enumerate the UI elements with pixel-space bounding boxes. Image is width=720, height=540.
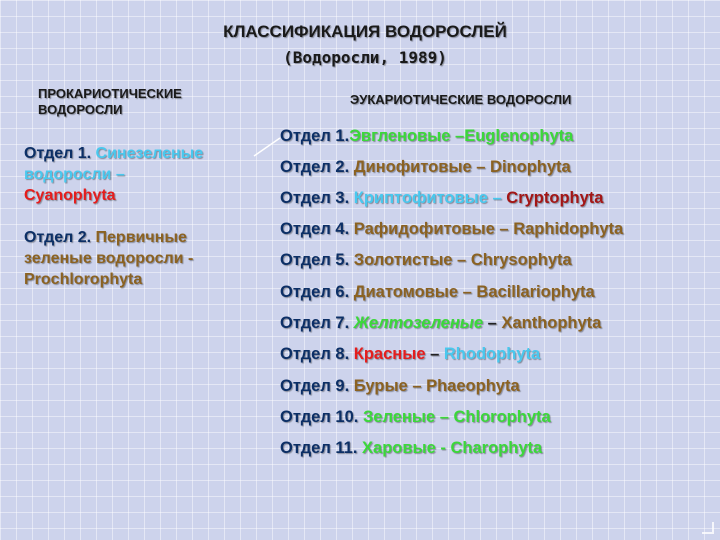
division-name-ru: Рафидофитовые <box>353 220 495 238</box>
division-name-lat: Chlorophyta <box>453 408 551 426</box>
division-name-lat: Raphidophyta <box>513 220 624 238</box>
eukaryotic-division-3 <box>280 189 603 208</box>
division-label: Отдел 9. <box>280 377 350 395</box>
division-name-ru: Золотистые <box>353 251 453 269</box>
division-separator: – <box>407 377 427 395</box>
division-label: Отдел 8. <box>280 345 350 363</box>
division-name-ru: Динофитовые <box>353 158 472 176</box>
prokaryotic-division-2 <box>24 227 193 290</box>
division-name-lat: Cyanophyta <box>24 187 116 204</box>
eukaryotic-division-1 <box>280 127 573 146</box>
division-label: Отдел 2. <box>24 229 92 246</box>
division-name-ru: Первичные <box>95 229 187 246</box>
prokaryotic-heading-line1: ПРОКАРИОТИЧЕСКИЕ <box>38 86 182 101</box>
division-separator: – <box>452 251 471 269</box>
page-subtitle: (Водоросли, 1989) <box>283 48 447 67</box>
division-separator: – <box>425 345 444 363</box>
eukaryotic-division-2 <box>280 158 571 177</box>
division-name-lat: Cryptophyta <box>506 189 604 207</box>
division-label: Отдел 1. <box>24 145 92 162</box>
division-name-lat: Chrysophyta <box>470 251 572 269</box>
division-name-lat: Rhodophyta <box>443 345 541 363</box>
prokaryotic-division-1 <box>24 143 203 206</box>
division-dash: – <box>115 166 125 183</box>
division-separator: – <box>471 158 491 176</box>
page-title: КЛАССИФИКАЦИЯ ВОДОРОСЛЕЙ <box>223 22 507 41</box>
division-label: Отдел 3. <box>280 189 350 207</box>
division-name-lat: Euglenophyta <box>464 127 574 145</box>
division-separator: – <box>487 189 507 207</box>
eukaryotic-heading: ЭУКАРИОТИЧЕСКИЕ ВОДОРОСЛИ <box>350 92 572 107</box>
division-name-ru: Эвгленовые <box>349 127 451 145</box>
division-separator: – <box>435 408 454 426</box>
division-label: Отдел 1. <box>280 127 350 145</box>
division-name-ru: Харовые <box>362 439 436 457</box>
eukaryotic-division-6 <box>280 283 595 302</box>
eukaryotic-division-9 <box>280 377 520 396</box>
pointer-arrow <box>252 134 282 160</box>
division-name-ru-cont: водоросли <box>24 166 112 183</box>
division-name-lat: Phaeophyta <box>426 377 520 395</box>
eukaryotic-division-4 <box>280 220 623 239</box>
division-name-lat: Bacillariophyta <box>476 283 595 301</box>
division-name-lat: Xanthophyta <box>501 314 602 332</box>
slide-corner-mark <box>702 522 714 534</box>
division-name-ru: Красные <box>353 345 426 363</box>
division-name-lat: Charophyta <box>450 439 543 457</box>
division-separator: – <box>494 220 514 238</box>
division-label: Отдел 4. <box>280 220 350 238</box>
division-name-ru: Диатомовые <box>353 283 459 301</box>
prokaryotic-heading <box>38 86 182 118</box>
division-name-ru: Бурые <box>353 377 408 395</box>
division-label: Отдел 2. <box>280 158 350 176</box>
division-name-lat: Prochlorophyta <box>24 271 143 288</box>
division-name-ru-cont: зеленые водоросли - <box>24 250 194 267</box>
division-name-ru: Желтозеленые <box>353 314 484 332</box>
division-name-ru: Синезеленые <box>95 145 204 162</box>
division-separator: – <box>458 283 477 301</box>
division-label: Отдел 11. <box>280 439 358 457</box>
division-separator: – <box>483 314 502 332</box>
division-name-ru: Зеленые <box>362 408 436 426</box>
eukaryotic-division-11 <box>280 439 542 458</box>
eukaryotic-division-7 <box>280 314 601 333</box>
eukaryotic-division-5 <box>280 251 572 270</box>
division-label: Отдел 7. <box>280 314 350 332</box>
division-separator: – <box>450 127 465 145</box>
division-label: Отдел 10. <box>280 408 359 426</box>
eukaryotic-division-8 <box>280 345 540 364</box>
division-name-lat: Dinophyta <box>490 158 571 176</box>
division-separator: - <box>435 439 451 457</box>
division-label: Отдел 5. <box>280 251 350 269</box>
prokaryotic-heading-line2: ВОДОРОСЛИ <box>38 102 123 117</box>
division-name-ru: Криптофитовые <box>353 189 488 207</box>
eukaryotic-division-10 <box>280 408 551 427</box>
division-label: Отдел 6. <box>280 283 350 301</box>
